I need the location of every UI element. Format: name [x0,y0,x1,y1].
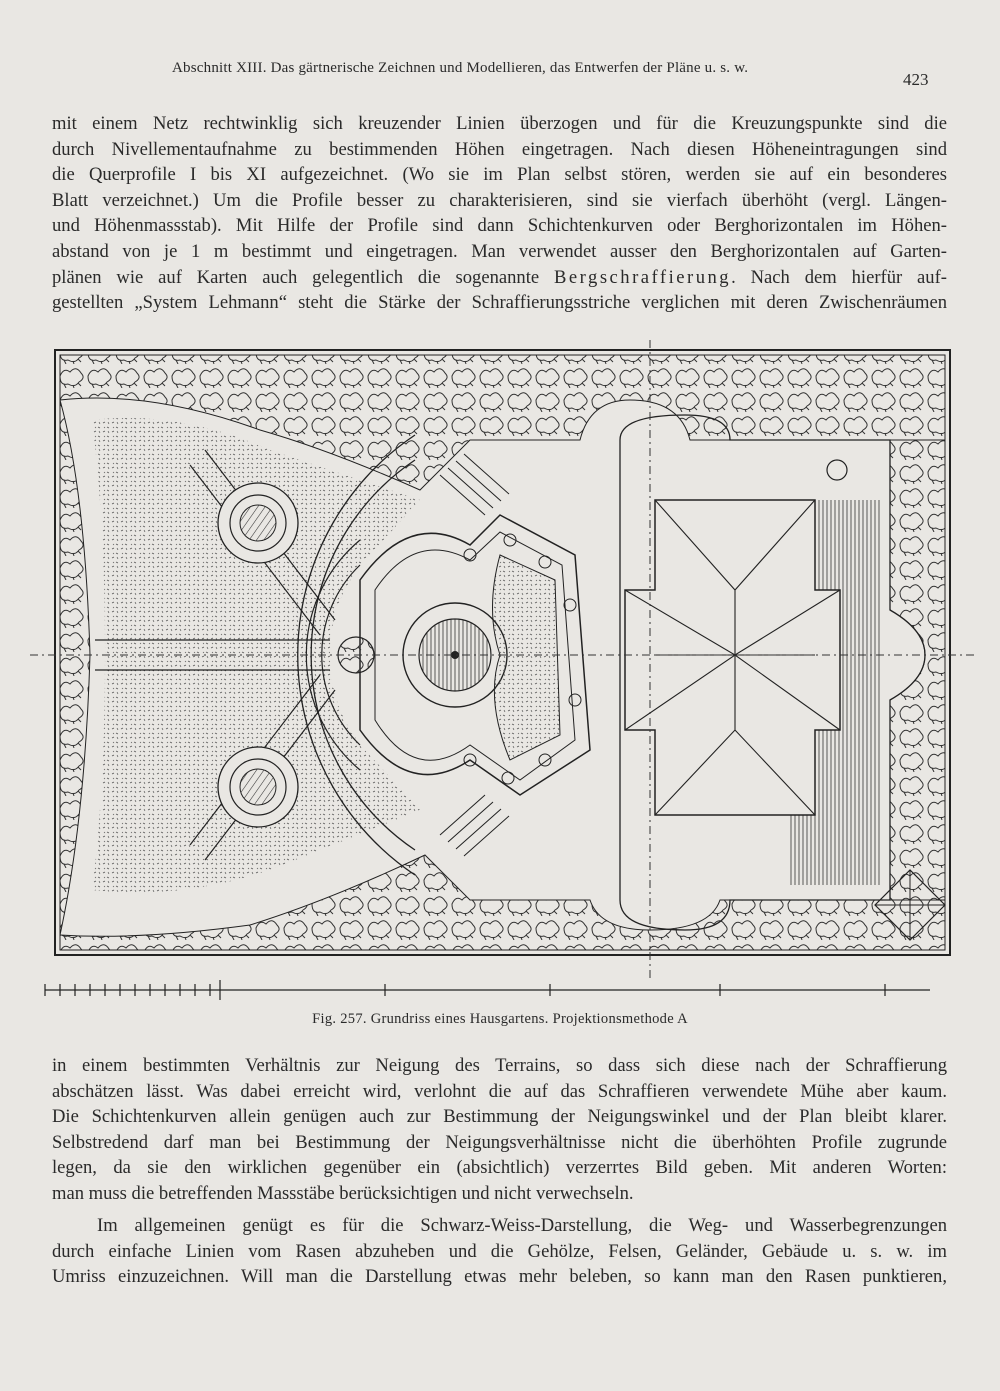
round-bed-north [218,483,298,563]
running-head: Abschnitt XIII. Das gärtnerische Zeichnen und Modellieren, das Entwerfen der Pläne u. s. w. [172,60,749,76]
paragraph-top [52,111,947,316]
text-line: abschätzen lässt. Was dabei erreicht wird, verlohnt die auf das Schraffieren verwendete Mühe aber kaum. [52,1080,947,1102]
text-line: durch einfache Linien vom Rasen abzuheben und die Gehölze, Felsen, Geländer, Gebäude u. s. w. im [52,1240,947,1262]
paragraph-bottom [52,1213,947,1290]
text-line-with-emphasis [52,265,947,291]
text-line: Im allgemeinen genügt es für die Schwarz-Weiss-Darstellung, die Weg- und Wasserbegrenzungen [97,1215,947,1236]
text-line: in einem bestimmten Verhältnis zur Neigung des Terrains, so dass sich diese nach der Schraffierung [52,1055,947,1076]
east-planting [890,440,945,900]
text-line: man muss die betreffenden Massstäbe berücksichtigen und nicht verwechseln. [52,1182,634,1204]
garden-plan-drawing [30,340,975,1010]
spaced-term: Bergschraffierung [554,266,732,288]
text-line: mit einem Netz rechtwinklig sich kreuzender Linien überzogen und für die Kreuzungspunkte sind die [52,113,947,134]
text-fragment: . Nach dem hierfür auf- [731,266,947,288]
text-line: Blatt verzeichnet.) Um die Profile besser zu charakterisieren, sind sie vierfach überhöht (vergl. Längen- [52,189,947,211]
figure-caption: Fig. 257. Grundriss eines Hausgartens. Projektionsmethode A [312,1011,688,1027]
scale-bar [45,980,930,1000]
steps-south [440,795,509,856]
page-number: 423 [903,70,929,89]
text-line: gestellten „System Lehmann“ steht die Stärke der Schraffierungsstriche verglichen mit deren Zwischenräumen [52,292,947,314]
text-line: die Querprofile I bis XI aufgezeichnet. (Wo sie im Plan selbst stören, werden sie auf ein besonderes [52,164,947,186]
text-line: Die Schichtenkurven allein genügen auch zur Bestimmung der Neigungswinkel und der Plan bleibt klarer. [52,1106,947,1128]
text-line: legen, da sie den wirklichen gegenüber ein (absichtlich) verzerrtes Bild geben. Mit anderen Worten: [52,1157,947,1179]
text-line: Selbstredend darf man bei Bestimmung der Neigungsverhältnisse nicht die überhöhten Profile zugrunde [52,1131,947,1153]
steps-north [440,454,509,515]
text-fragment: plänen wie auf Karten auch gelegentlich die sogenannte [52,266,540,288]
paragraph-middle [52,1053,947,1207]
house [620,415,925,930]
round-bed-south [218,747,298,827]
garden-plan-figure [30,340,975,1010]
text-line: und Höhenmassstab). Mit Hilfe der Profile sind dann Schichtenkurven oder Berghorizontalen im Höhen- [52,215,947,237]
text-line: abstand von je 1 m bestimmt und eingetragen. Man verwendet ausser den Berghorizontalen auf Garten- [52,240,947,262]
west-planting [60,400,90,935]
text-line: Umriss einzuzeichnen. Will man die Darstellung etwas mehr beleben, so kann man den Rasen punktieren, [52,1266,947,1288]
text-line: durch Nivellementaufnahme zu bestimmenden Höhen eingetragen. Nach diesen Höheneintragungen sind [52,138,947,160]
